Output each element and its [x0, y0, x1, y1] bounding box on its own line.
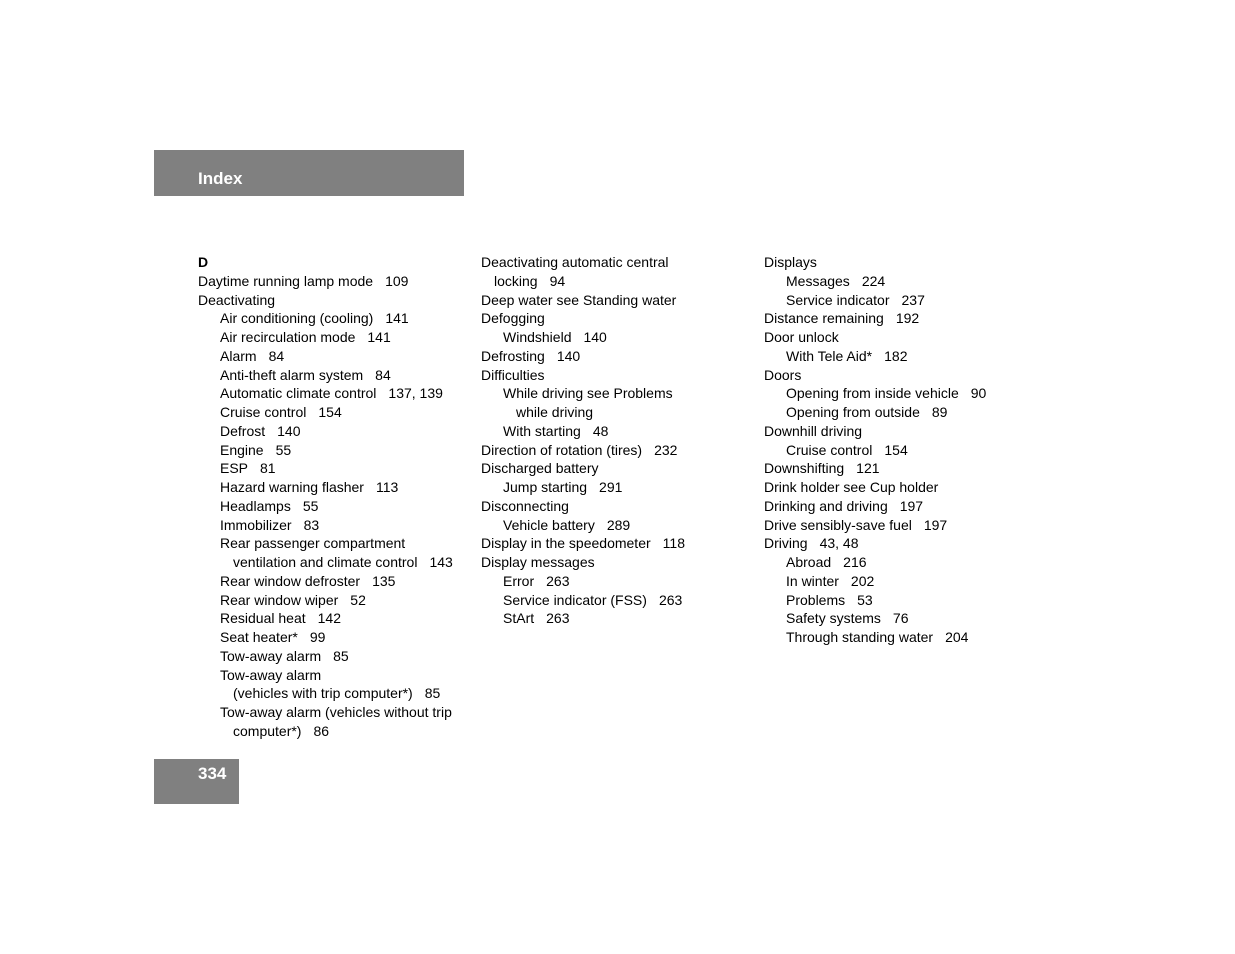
index-term: While driving see Problems	[503, 385, 673, 402]
index-entry	[198, 553, 478, 572]
index-page-ref[interactable]: 137, 139	[388, 385, 443, 402]
index-page-ref[interactable]: 84	[375, 366, 391, 383]
index-entry	[481, 347, 761, 366]
index-term: Downhill driving	[764, 422, 863, 439]
index-entry	[198, 366, 478, 385]
index-term: Residual heat	[220, 610, 306, 627]
index-entry	[198, 478, 478, 497]
index-entry	[764, 403, 1044, 422]
index-term: Deactivating	[198, 291, 276, 308]
index-entry	[481, 291, 761, 310]
index-entry	[481, 553, 761, 572]
index-entry	[198, 347, 478, 366]
index-column-2	[481, 253, 761, 628]
index-term: Defrosting	[481, 347, 545, 364]
index-term: Abroad	[786, 554, 832, 570]
index-term: Drive sensibly-save fuel	[764, 516, 912, 533]
index-entry	[481, 384, 761, 403]
index-term: Deactivating automatic central	[481, 254, 669, 270]
index-page-ref[interactable]: 202	[850, 572, 875, 589]
index-page-ref[interactable]: 204	[945, 629, 969, 645]
index-page-ref[interactable]: 216	[843, 554, 867, 570]
index-term: D	[198, 254, 209, 270]
index-entry	[481, 516, 761, 535]
index-term: Defrost	[220, 422, 266, 439]
page-number-tab	[154, 759, 239, 804]
index-term: Vehicle battery	[503, 516, 595, 533]
index-page-ref[interactable]: 182	[884, 347, 908, 364]
index-page-ref[interactable]: 154	[884, 441, 908, 458]
index-term: Jump starting	[503, 479, 588, 495]
index-page-ref[interactable]: 99	[309, 629, 326, 645]
index-entry	[481, 497, 761, 516]
index-entry	[481, 272, 761, 291]
index-page-ref[interactable]: 81	[260, 460, 276, 477]
index-term: Difficulties	[481, 366, 545, 383]
index-term: Seat heater*	[220, 629, 298, 645]
index-entry	[481, 403, 761, 422]
index-entry	[764, 309, 1044, 328]
index-entry	[764, 347, 1044, 366]
index-page-ref[interactable]: 55	[302, 497, 319, 514]
index-entry	[481, 366, 761, 385]
index-entry	[764, 534, 1044, 553]
index-entry	[481, 478, 761, 497]
index-page-ref[interactable]: 43, 48	[819, 535, 859, 552]
index-page-ref[interactable]: 52	[350, 591, 366, 608]
index-term: In winter	[786, 572, 839, 589]
index-page-ref[interactable]: 85	[424, 685, 441, 702]
index-entry	[198, 309, 478, 328]
index-term: (vehicles with trip computer*)	[233, 685, 413, 702]
index-term: Headlamps	[220, 497, 291, 514]
index-entry	[764, 553, 1044, 572]
index-entry	[481, 459, 761, 478]
index-entry	[198, 516, 478, 535]
index-entry	[198, 497, 478, 516]
index-entry	[481, 572, 761, 591]
index-term: Deep water see Standing water	[481, 291, 677, 308]
index-term: Cruise control	[220, 404, 307, 420]
index-entry	[764, 366, 1044, 385]
index-term: Service indicator	[786, 291, 890, 308]
index-letter-heading	[198, 253, 478, 272]
index-entry	[481, 591, 761, 610]
index-entry	[764, 291, 1044, 310]
page-title: Index	[198, 169, 243, 188]
index-entry	[481, 309, 761, 328]
index-term: Downshifting	[764, 460, 845, 477]
index-term: Opening from inside vehicle	[786, 385, 959, 402]
index-term: Hazard warning flasher	[220, 479, 364, 495]
index-term: Automatic climate control	[220, 385, 377, 402]
index-term: Problems	[786, 591, 846, 608]
index-term: while driving	[516, 404, 594, 420]
index-entry	[481, 253, 761, 272]
index-term: Daytime running lamp mode	[198, 272, 374, 289]
index-term: Display in the speedometer	[481, 535, 651, 552]
index-term: Through standing water	[786, 629, 934, 645]
index-term: Alarm	[220, 347, 257, 364]
index-page-ref[interactable]: 48	[592, 422, 609, 439]
index-entry	[764, 609, 1044, 628]
index-term: Driving	[764, 535, 808, 552]
index-entry	[198, 422, 478, 441]
index-page-ref[interactable]: 90	[970, 385, 987, 402]
index-entry	[198, 384, 478, 403]
index-page-ref[interactable]: 85	[333, 647, 349, 664]
index-page-ref[interactable]: 83	[303, 516, 320, 533]
index-page-ref[interactable]: 113	[375, 479, 399, 495]
index-term: Display messages	[481, 554, 595, 570]
index-page-ref[interactable]: 263	[546, 572, 570, 589]
index-term: ventilation and climate control	[233, 554, 418, 570]
index-term: Direction of rotation (tires)	[481, 441, 643, 458]
index-entry	[481, 422, 761, 441]
index-page-ref[interactable]: 291	[599, 479, 623, 495]
index-page-ref[interactable]: 89	[931, 404, 948, 420]
index-term: With starting	[503, 422, 581, 439]
index-page-ref[interactable]: 237	[901, 291, 925, 308]
index-page-ref[interactable]: 263	[658, 591, 683, 608]
index-entry	[198, 647, 478, 666]
index-term: Doors	[764, 366, 802, 383]
index-page-ref[interactable]: 94	[549, 272, 566, 289]
index-entry	[198, 534, 478, 553]
index-page-ref[interactable]: 121	[856, 460, 880, 477]
index-entry	[764, 478, 1044, 497]
index-entry	[198, 291, 478, 310]
index-entry	[198, 666, 478, 685]
index-term: Engine	[220, 441, 264, 458]
index-entry	[198, 272, 478, 291]
index-page-ref[interactable]: 143	[429, 554, 453, 570]
index-term: Cruise control	[786, 441, 873, 458]
index-page-ref[interactable]: 192	[895, 310, 920, 327]
index-page-ref[interactable]: 289	[606, 516, 631, 533]
index-page-ref[interactable]: 84	[268, 347, 285, 364]
index-entry	[764, 328, 1044, 347]
index-entry	[764, 422, 1044, 441]
index-entry	[481, 609, 761, 628]
index-term: Windshield	[503, 329, 572, 345]
index-page-ref[interactable]: 140	[583, 329, 607, 345]
index-page-ref[interactable]: 55	[275, 441, 292, 458]
index-term: computer*)	[233, 722, 302, 739]
index-term: StArt	[503, 610, 535, 627]
index-entry	[764, 441, 1044, 460]
index-page-ref[interactable]: 263	[546, 610, 570, 627]
index-entry	[481, 441, 761, 460]
index-entry	[198, 684, 478, 703]
index-term: Messages	[786, 272, 850, 289]
index-term: Displays	[764, 254, 817, 270]
index-entry	[198, 703, 478, 722]
index-page-ref[interactable]: 76	[892, 610, 909, 627]
index-term: Anti-theft alarm system	[220, 366, 364, 383]
index-page-ref[interactable]: 224	[861, 272, 886, 289]
index-entry	[764, 591, 1044, 610]
index-page-ref[interactable]: 141	[367, 329, 391, 345]
index-page-ref[interactable]: 232	[654, 441, 678, 458]
index-term: Distance remaining	[764, 310, 884, 327]
index-entry	[198, 441, 478, 460]
index-term: Disconnecting	[481, 497, 569, 514]
index-entry	[198, 628, 478, 647]
index-entry	[764, 628, 1044, 647]
index-term: Defogging	[481, 310, 545, 327]
index-term: Safety systems	[786, 610, 881, 627]
index-term: Rear passenger compartment	[220, 535, 406, 552]
index-term: Tow-away alarm	[220, 666, 322, 683]
index-entry	[764, 272, 1044, 291]
index-page-ref[interactable]: 197	[923, 516, 948, 533]
index-term: Door unlock	[764, 329, 839, 345]
index-term: Drinking and driving	[764, 497, 888, 514]
index-entry	[481, 328, 761, 347]
index-entry	[481, 534, 761, 553]
page-number: 334	[198, 764, 227, 783]
index-entry	[764, 572, 1044, 591]
index-term: Tow-away alarm	[220, 647, 322, 664]
index-entry	[198, 572, 478, 591]
index-entry	[198, 591, 478, 610]
index-term: ESP	[220, 460, 249, 477]
index-term: Drink holder see Cup holder	[764, 479, 939, 495]
index-page-ref[interactable]: 135	[372, 572, 396, 589]
index-page-ref[interactable]: 86	[313, 722, 330, 739]
index-column-1	[198, 253, 478, 741]
index-entry	[198, 403, 478, 422]
index-page-ref[interactable]: 53	[857, 591, 873, 608]
index-entry	[198, 459, 478, 478]
index-term: Discharged battery	[481, 460, 599, 477]
index-entry	[764, 516, 1044, 535]
index-entry	[198, 722, 478, 741]
index-page-ref[interactable]: 154	[318, 404, 342, 420]
index-page-ref[interactable]: 109	[385, 272, 409, 289]
index-page-ref[interactable]: 197	[899, 497, 924, 514]
header-bar	[154, 150, 464, 196]
index-term: Rear window defroster	[220, 572, 361, 589]
index-page-ref[interactable]: 140	[277, 422, 301, 439]
index-term: Air conditioning (cooling)	[220, 310, 374, 327]
index-term: Opening from outside	[786, 404, 920, 420]
index-term: Rear window wiper	[220, 591, 339, 608]
index-column-3	[764, 253, 1044, 647]
index-term: Error	[503, 572, 535, 589]
index-entry	[198, 609, 478, 628]
index-entry	[764, 459, 1044, 478]
index-term: With Tele Aid*	[786, 347, 873, 364]
index-term: Immobilizer	[220, 516, 292, 533]
index-entry	[764, 497, 1044, 516]
index-entry	[764, 384, 1044, 403]
index-entry	[764, 253, 1044, 272]
index-page-ref[interactable]: 140	[556, 347, 581, 364]
index-page-ref[interactable]: 142	[317, 610, 341, 627]
index-term: Tow-away alarm (vehicles without trip	[220, 704, 452, 720]
index-term: Air recirculation mode	[220, 329, 356, 345]
index-page-ref[interactable]: 141	[385, 310, 409, 327]
index-page-ref[interactable]: 118	[662, 535, 685, 552]
index-term: Service indicator (FSS)	[503, 591, 647, 608]
index-entry	[198, 328, 478, 347]
index-term: locking	[494, 272, 538, 289]
